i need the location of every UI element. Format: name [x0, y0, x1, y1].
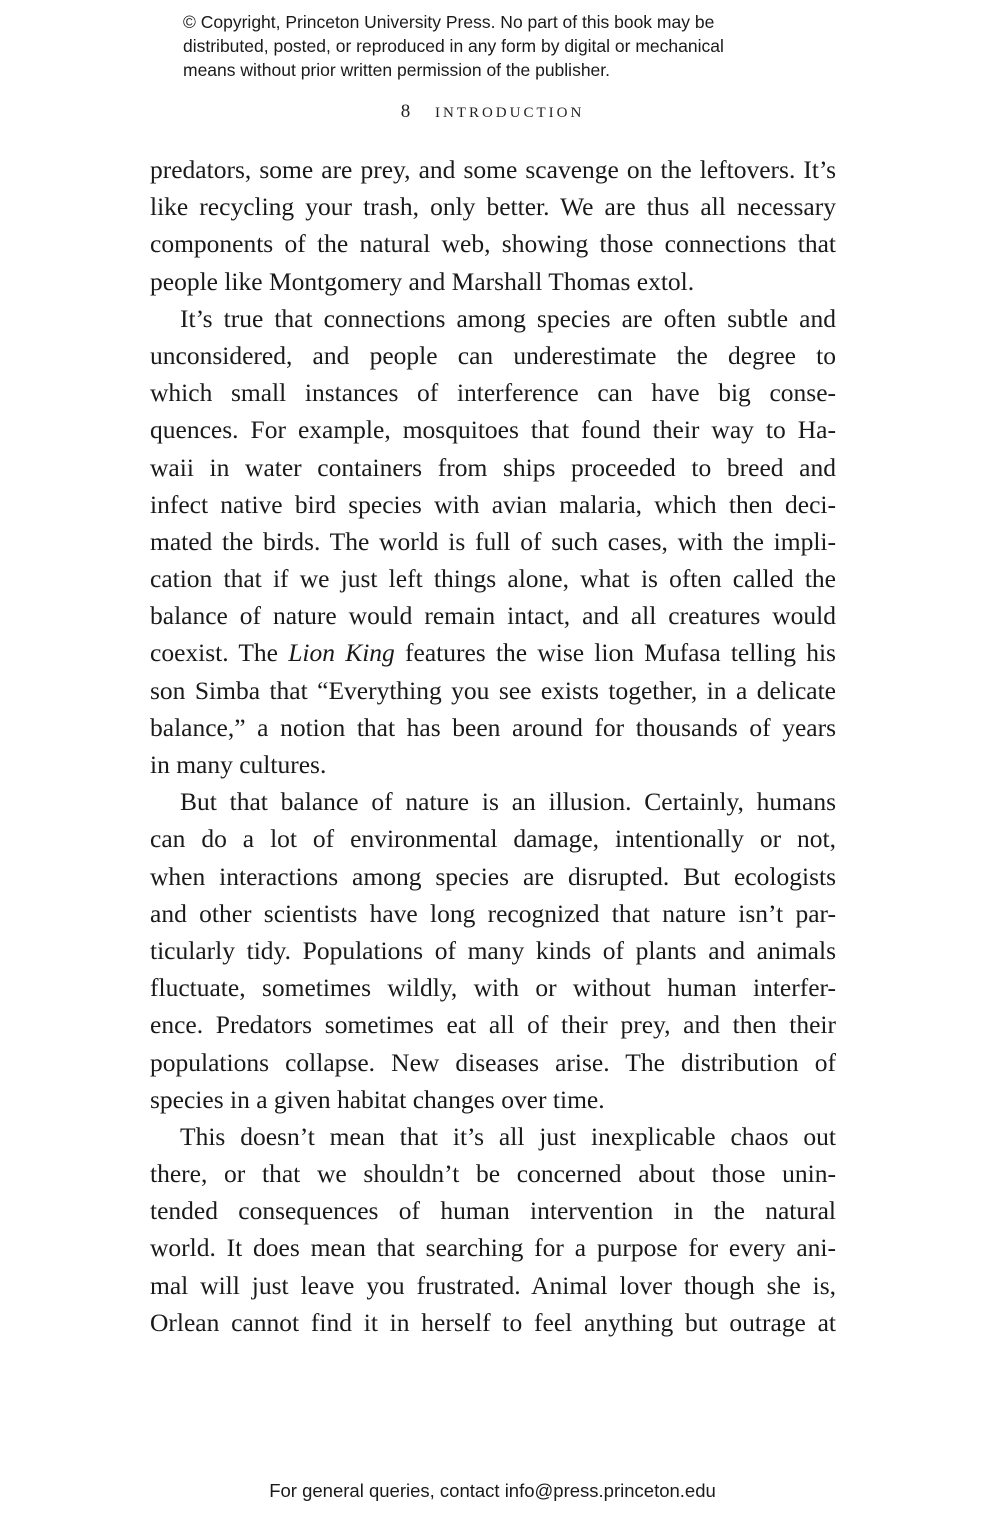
copyright-line: © Copyright, Princeton University Press. No part of this book may be — [183, 12, 715, 32]
text-line: fluctuate, sometimes wildly, with or without human interfer- — [150, 973, 836, 1003]
text-line: ence. Predators sometimes eat all of their prey, and then their — [150, 1010, 836, 1040]
text-line: components of the natural web, showing those connections that — [150, 229, 836, 259]
body-text — [150, 151, 836, 1341]
running-head — [0, 100, 985, 125]
copyright-line: means without prior written permission of the publisher. — [183, 60, 611, 80]
text-line: mal will just leave you frustrated. Animal lover though she is, — [150, 1270, 836, 1300]
text-line: in many cultures. — [150, 750, 327, 779]
text-line: unconsidered, and people can underestimate the degree to — [150, 340, 836, 370]
text-line: which small instances of interference can have big conse- — [150, 378, 836, 408]
text-line: infect native bird species with avian malaria, which then deci- — [150, 489, 836, 519]
text-line: ticularly tidy. Populations of many kinds of plants and animals — [150, 935, 836, 965]
text-line: balance of nature would remain intact, and all creatures would — [150, 601, 836, 631]
page-number: 8 — [400, 101, 411, 122]
text-line: like recycling your trash, only better. We are thus all necessary — [150, 192, 836, 222]
text-segment: coexist. The — [150, 638, 289, 668]
text-line: and other scientists have long recognized that nature isn’t par- — [150, 898, 836, 928]
copyright-notice — [183, 10, 843, 82]
text-line: son Simba that “Everything you see exists together, in a delicate — [150, 675, 836, 705]
text-line: waii in water containers from ships proceeded to breed and — [150, 452, 836, 482]
section-title: INTRODUCTION — [434, 105, 585, 121]
text-line: It’s true that connections among species are often subtle and — [180, 303, 836, 333]
text-segment: features the wise lion Mufasa telling his — [394, 638, 836, 668]
text-line: quences. For example, mosquitoes that found their way to Ha- — [150, 415, 836, 445]
text-line: when interactions among species are disrupted. But ecologists — [150, 861, 836, 891]
text-line: mated the birds. The world is full of such cases, with the impli- — [150, 526, 836, 556]
text-line: Orlean cannot find it in herself to feel anything but outrage at — [150, 1307, 836, 1337]
text-line: But that balance of nature is an illusion. Certainly, humans — [180, 787, 836, 817]
text-line: cation that if we just left things alone, what is often called the — [150, 564, 836, 594]
text-line: there, or that we shouldn’t be concerned about those unin- — [150, 1159, 836, 1189]
text-line: species in a given habitat changes over time. — [150, 1084, 605, 1114]
italic-title: Lion King — [288, 638, 395, 668]
text-line: people like Montgomery and Marshall Thomas extol. — [150, 266, 695, 296]
text-line: balance,” a notion that has been around for thousands of years — [150, 712, 836, 742]
text-line: This doesn’t mean that it’s all just inexplicable chaos out — [180, 1121, 836, 1151]
text-line-with-italic — [150, 634, 836, 671]
text-line: can do a lot of environmental damage, intentionally or not, — [150, 824, 836, 854]
text-line: tended consequences of human intervention in the natural — [150, 1196, 836, 1226]
footer-contact: For general queries, contact info@press.princeton.edu — [269, 1480, 716, 1501]
text-line: world. It does mean that searching for a purpose for every ani- — [150, 1233, 836, 1263]
copyright-line: distributed, posted, or reproduced in any form by digital or mechanical — [183, 36, 724, 56]
text-line: populations collapse. New diseases arise. The distribution of — [150, 1047, 836, 1077]
text-line: predators, some are prey, and some scavenge on the leftovers. It’s — [150, 155, 836, 184]
